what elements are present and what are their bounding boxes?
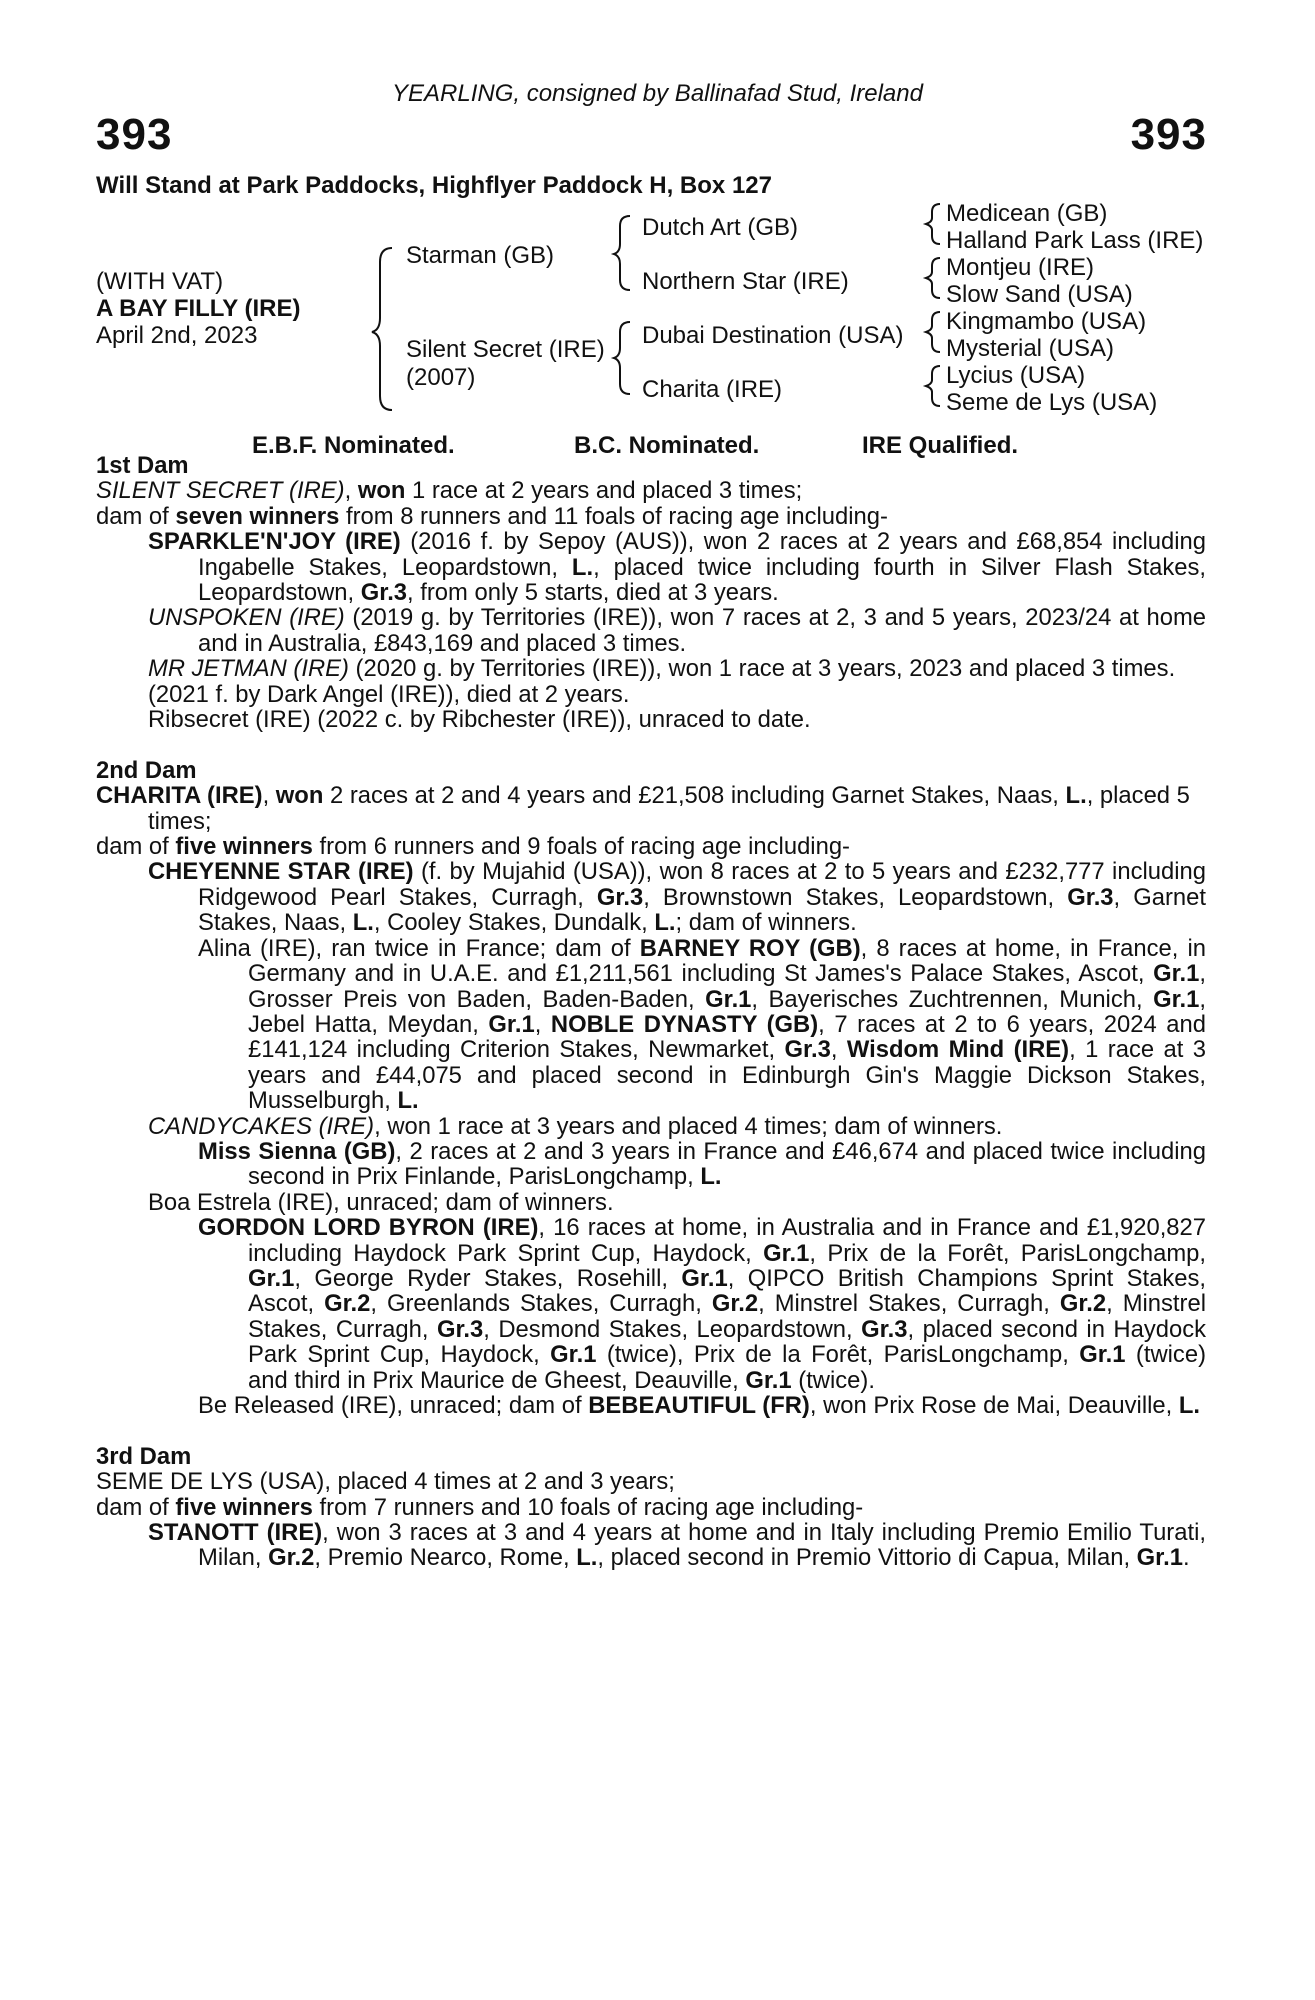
produce-entry: MR JETMAN (IRE) (2020 g. by Territories (IRE)), won 1 race at 3 years, 2023 and placed 3 times. (148, 655, 1176, 683)
ggs-4: Slow Sand (USA) (946, 281, 1133, 308)
first-dam-produce-summary: dam of seven winners from 8 runners and 11 foals of racing age including- (96, 502, 888, 530)
produce-entry: Boa Estrela (IRE), unraced; dam of winners. (148, 1188, 614, 1216)
bracket-g3 (926, 312, 940, 352)
sire-sire: Dutch Art (GB) (642, 214, 799, 241)
ggs-8: Seme de Lys (USA) (946, 389, 1158, 416)
bracket-sire (614, 216, 630, 290)
sire: Starman (GB) (406, 242, 555, 269)
ggs-6: Mysterial (USA) (946, 335, 1115, 362)
produce-entry: SPARKLE'N'JOY (IRE) (2016 f. by Sepoy (AUS)), won 2 races at 2 years and £68,854 including Ingabelle Stakes, Leopardstown, L., placed twice including fourth in Silver Flash Stakes, Leopardstown, Gr.3, from only 5 starts, died at 3 years. (148, 528, 1206, 607)
second-dam-heading: 2nd Dam (96, 756, 197, 784)
produce-entry: CANDYCAKES (IRE), won 1 race at 3 years and placed 4 times; dam of winners. (148, 1112, 1003, 1140)
ggs-3: Montjeu (IRE) (946, 254, 1095, 281)
bracket-g1 (926, 204, 940, 244)
vat-note: (WITH VAT) (96, 268, 224, 295)
catalogue-body (96, 453, 1206, 1571)
dam: Silent Secret (IRE) (406, 336, 605, 363)
grand-produce-entry: GORDON LORD BYRON (IRE), 16 races at home, in Australia and in France and £1,920,827 including Haydock Park Sprint Cup, Haydock, Gr.1, Prix de la Forêt, ParisLongchamp, Gr.1, George Ryder Stakes, Rosehill, Gr.1, QIPCO British Champions Sprint Stakes, Ascot, Gr.2, Greenlands Stakes, Curragh, Gr.2, Minstrel Stakes, Curragh, Gr.2, Minstrel Stakes, Curragh, Gr.3, Desmond Stakes, Leopardstown, Gr.3, placed second in Haydock Park Sprint Cup, Haydock, Gr.1 (twice), Prix de la Forêt, ParisLongchamp, Gr.1 (twice) and third in Prix Maurice de Gheest, Deauville, Gr.1 (twice). (198, 1214, 1207, 1394)
ggs-2: Halland Park Lass (IRE) (946, 227, 1204, 254)
dam-sire: Dubai Destination (USA) (642, 322, 904, 349)
third-dam-produce-summary: dam of five winners from 7 runners and 10 foals of racing age including- (96, 1493, 864, 1521)
bracket-main (372, 248, 392, 410)
produce-entry: UNSPOKEN (IRE) (2019 g. by Territories (IRE)), won 7 races at 2, 3 and 5 years, 2023/24 at home and in Australia, £843,169 and placed 3 times. (148, 604, 1206, 657)
first-dam-record: SILENT SECRET (IRE), won 1 race at 2 years and placed 3 times; (96, 477, 803, 505)
horse-dob: April 2nd, 2023 (96, 322, 258, 349)
ggs-5: Kingmambo (USA) (946, 308, 1147, 335)
bracket-dam (614, 322, 630, 394)
third-dam-heading: 3rd Dam (96, 1442, 192, 1470)
ggs-7: Lycius (USA) (946, 362, 1086, 389)
bc-nomination: B.C. Nominated. (574, 432, 760, 459)
second-dam-produce-summary: dam of five winners from 6 runners and 9 foals of racing age including- (96, 833, 850, 861)
produce-entry: STANOTT (IRE), won 3 races at 3 and 4 years at home and in Italy including Premio Emilio Turati, Milan, Gr.2, Premio Nearco, Rome, L., placed second in Premio Vittorio di Capua, Milan, Gr.1. (148, 1519, 1206, 1572)
ebf-nomination: E.B.F. Nominated. (252, 432, 455, 459)
third-dam-record: SEME DE LYS (USA), placed 4 times at 2 and 3 years; (96, 1468, 675, 1496)
consignment-line: YEARLING, consigned by Ballinafad Stud, Ireland (392, 80, 923, 107)
lot-number-right: 393 (1130, 110, 1207, 159)
stabling-location: Will Stand at Park Paddocks, Highflyer Paddock H, Box 127 (96, 172, 772, 199)
lot-number-left: 393 (96, 110, 173, 159)
produce-entry: CHEYENNE STAR (IRE) (f. by Mujahid (USA)), won 8 races at 2 to 5 years and £232,777 including Ridgewood Pearl Stakes, Curragh, Gr.3, Brownstown Stakes, Leopardstown, Gr.3, Garnet Stakes, Naas, L., Cooley Stakes, Dundalk, L.; dam of winners. (148, 858, 1206, 937)
horse-name: A BAY FILLY (IRE) (96, 295, 301, 322)
sire-dam: Northern Star (IRE) (642, 268, 849, 295)
grand-produce-entry: Be Released (IRE), unraced; dam of BEBEAUTIFUL (FR), won Prix Rose de Mai, Deauville, L. (198, 1392, 1201, 1420)
produce-entry: (2021 f. by Dark Angel (IRE)), died at 2 years. (148, 680, 630, 708)
produce-entry: Ribsecret (IRE) (2022 c. by Ribchester (IRE)), unraced to date. (148, 706, 811, 734)
ggs-1: Medicean (GB) (946, 200, 1108, 227)
dam-year: (2007) (406, 364, 476, 391)
grand-produce-entry: Miss Sienna (GB), 2 races at 2 and 3 years in France and £46,674 and placed twice including second in Prix Finlande, ParisLongchamp, L. (198, 1137, 1206, 1191)
grand-produce-entry: Alina (IRE), ran twice in France; dam of BARNEY ROY (GB), 8 races at home, in France, in Germany and in U.A.E. and £1,211,561 including St James's Palace Stakes, Ascot, Gr.1, Grosser Preis von Baden, Baden-Baden, Gr.1, Bayerisches Zuchtrennen, Munich, Gr.1, Jebel Hatta, Meydan, Gr.1, NOBLE DYNASTY (GB), 7 races at 2 to 6 years, 2024 and £141,124 including Criterion Stakes, Newmarket, Gr.3, Wisdom Mind (IRE), 1 race at 3 years and £44,075 and placed second in Edinburgh Gin's Maggie Dickson Stakes, Musselburgh, L. (198, 934, 1206, 1115)
bracket-g2 (926, 258, 940, 298)
first-dam-heading: 1st Dam (96, 452, 189, 479)
ire-qualified: IRE Qualified. (862, 432, 1019, 459)
second-dam-record: CHARITA (IRE), won 2 races at 2 and 4 years and £21,508 including Garnet Stakes, Naas, L., placed 5 times; (96, 782, 1190, 835)
bracket-g4 (926, 366, 940, 406)
dam-dam: Charita (IRE) (642, 376, 783, 403)
